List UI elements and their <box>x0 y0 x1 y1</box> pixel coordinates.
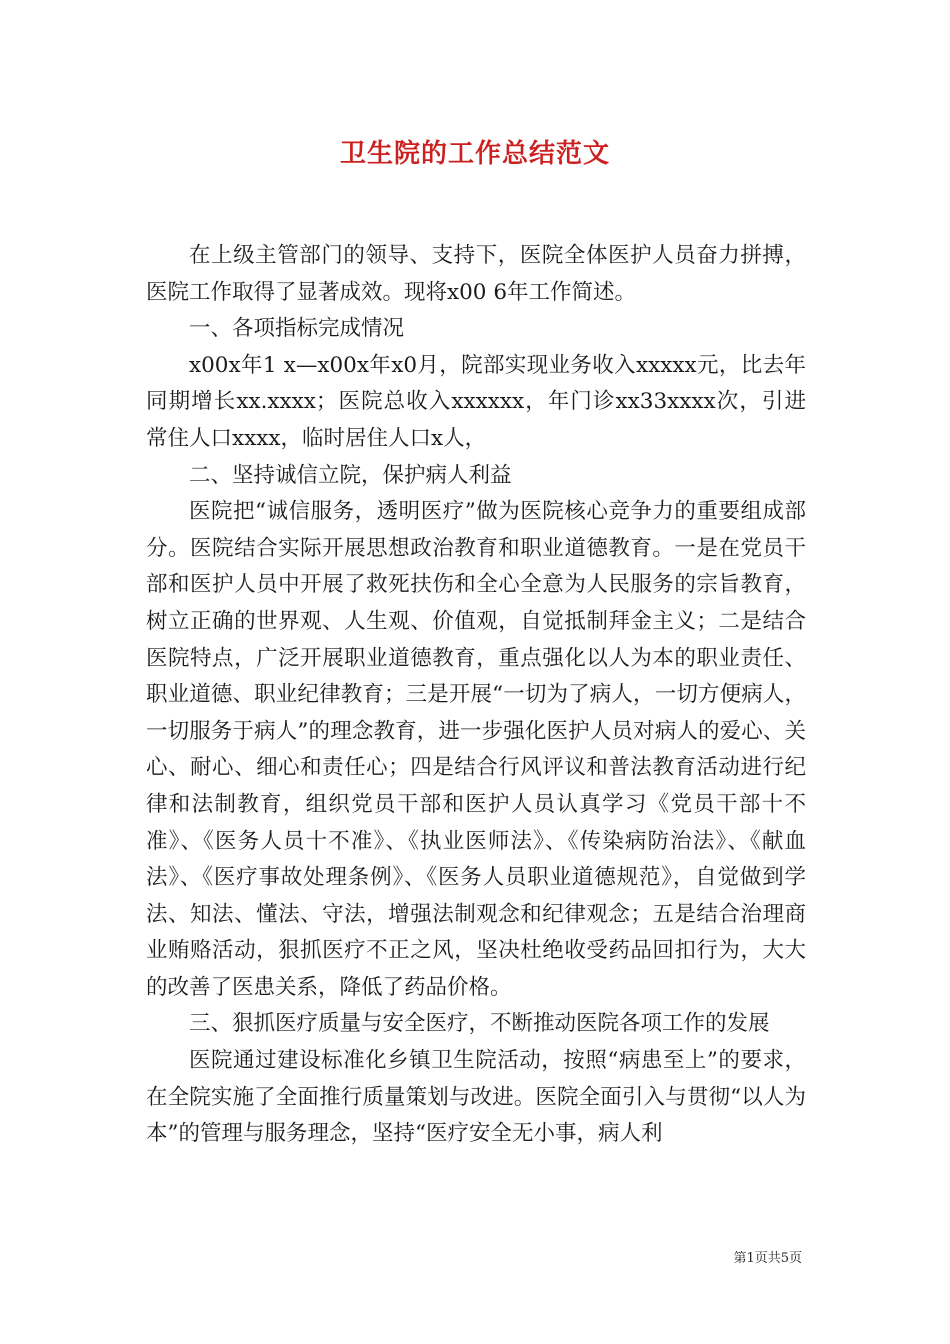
section-heading-2: 二、坚持诚信立院，保护病人利益 <box>189 462 512 488</box>
document-body <box>146 238 806 1153</box>
section-heading-3: 三、狠抓医疗质量与安全医疗，不断推动医院各项工作的发展 <box>189 1011 770 1037</box>
paragraph-quality: 医院通过建设标准化乡镇卫生院活动，按照“病患至上”的要求，在全院实施了全面推行质量策划与改进。医院全面引入与贯彻“以人为本”的管理与服务理念，坚持“医疗安全无小事，病人利 <box>146 1048 806 1147</box>
paragraph-indicators: x00x年1 x—x00x年x0月，院部实现业务收入xxxxx元，比去年同期增长xx.xxxx；医院总收入xxxxxx，年门诊xx33xxxx次，引进常住人口xxxx，临时居住人口x人， <box>146 352 806 451</box>
paragraph-integrity: 医院把“诚信服务，透明医疗”做为医院核心竞争力的重要组成部分。医院结合实际开展思想政治教育和职业道德教育。一是在党员干部和医护人员中开展了救死扶伤和全心全意为人民服务的宗旨教育，树立正确的世界观、人生观、价值观，自觉抵制拜金主义；二是结合医院特点，广泛开展职业道德教育，重点强化以人为本的职业责任、职业道德、职业纪律教育；三是开展“一切为了病人，一切方便病人，一切服务于病人”的理念教育，进一步强化医护人员对病人的爱心、关心、耐心、细心和责任心；四是结合行风评议和普法教育活动进行纪律和法制教育，组织党员干部和医护人员认真学习《党员干部十不准》、《医务人员十不准》、《执业医师法》、《传染病防治法》、《献血法》、《医疗事故处理条例》、《医务人员职业道德规范》，自觉做到学法、知法、懂法、守法，增强法制观念和纪律观念；五是结合治理商业贿赂活动，狠抓医疗不正之风，坚决杜绝收受药品回扣行为，大大的改善了医患关系，降低了药品价格。 <box>146 499 806 1000</box>
document-title: 卫生院的工作总结范文 <box>339 139 610 169</box>
paragraph-intro: 在上级主管部门的领导、支持下，医院全体医护人员奋力拼搏，医院工作取得了显著成效。现将x00 6年工作简述。 <box>146 243 806 305</box>
page-number-footer: 第1页共5页 <box>733 1251 802 1266</box>
section-heading-1: 一、各项指标完成情况 <box>189 316 405 342</box>
